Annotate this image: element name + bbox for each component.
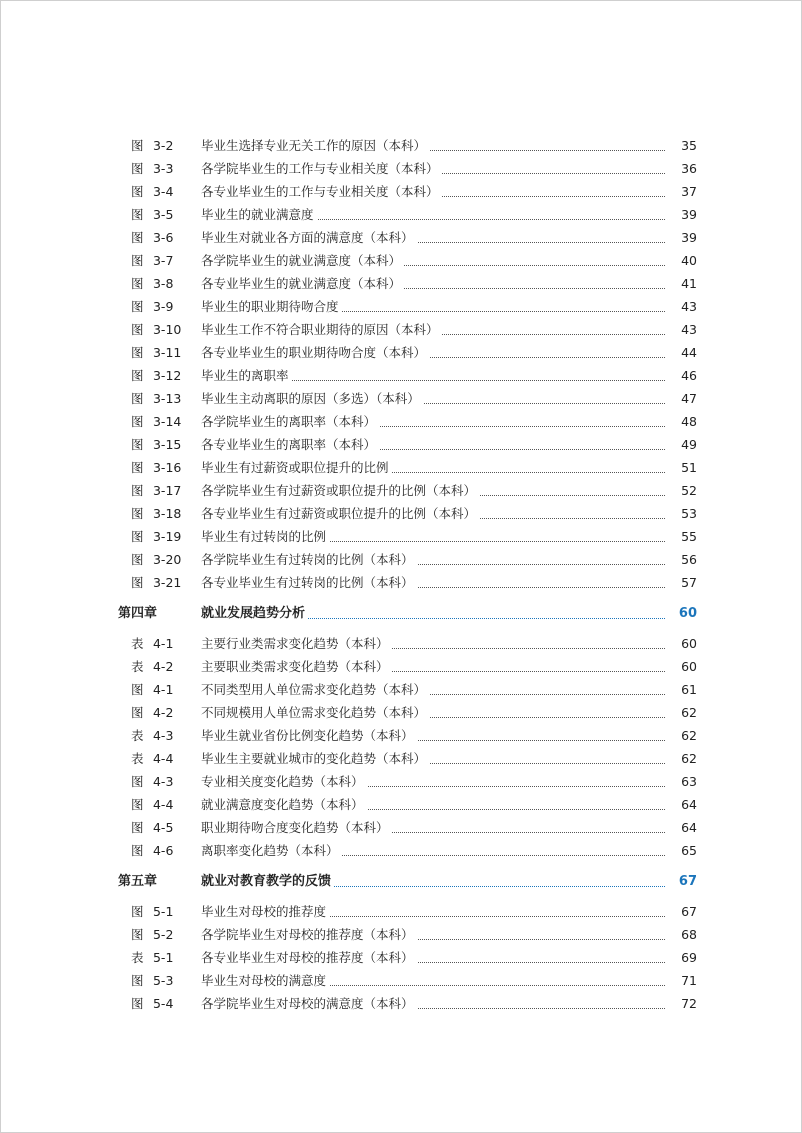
entry-number: 3-13 — [152, 391, 182, 406]
entry-kind: 图 — [131, 820, 144, 835]
entry-label — [131, 947, 195, 969]
toc-entry-row[interactable] — [1, 993, 801, 1015]
entry-kind: 图 — [131, 483, 144, 498]
entry-label — [131, 204, 195, 226]
entry-kind: 图 — [131, 138, 144, 153]
toc-entry-row[interactable] — [1, 924, 801, 946]
entry-label — [131, 924, 195, 946]
entry-kind: 图 — [131, 299, 144, 314]
entry-label — [131, 135, 195, 157]
entry-title: 各学院毕业生对母校的满意度（本科） — [201, 993, 417, 1015]
page-number: 62 — [665, 702, 697, 724]
entry-title: 毕业生主动离职的原因（多选）（本科） — [201, 388, 423, 410]
entry-title: 各学院毕业生对母校的推荐度（本科） — [201, 924, 417, 946]
entry-number: 3-18 — [152, 506, 182, 521]
entry-label — [131, 158, 195, 180]
toc-entry-row[interactable] — [1, 135, 801, 157]
page-number: 41 — [665, 273, 697, 295]
toc-entry-row[interactable] — [1, 526, 801, 548]
entry-number: 3-3 — [152, 161, 174, 176]
toc-entry-row[interactable] — [1, 549, 801, 571]
entry-label — [131, 434, 195, 456]
entry-kind: 图 — [131, 437, 144, 452]
entry-kind: 图 — [131, 797, 144, 812]
entry-title: 毕业生对母校的推荐度 — [201, 901, 329, 923]
page-number: 40 — [665, 250, 697, 272]
page-number: 71 — [665, 970, 697, 992]
page-number: 47 — [665, 388, 697, 410]
entry-kind: 图 — [131, 843, 144, 858]
entry-number: 3-20 — [152, 552, 182, 567]
page-number: 52 — [665, 480, 697, 502]
entry-label — [131, 319, 195, 341]
entry-number: 4-1 — [152, 682, 174, 697]
entry-title: 各专业毕业生的工作与专业相关度（本科） — [201, 181, 442, 203]
entry-title: 毕业生的离职率 — [201, 365, 292, 387]
toc-entry-row[interactable] — [1, 656, 801, 678]
entry-number: 4-4 — [152, 751, 174, 766]
page-number: 63 — [665, 771, 697, 793]
entry-kind: 图 — [131, 506, 144, 521]
entry-label — [131, 725, 195, 747]
page-number: 37 — [665, 181, 697, 203]
toc-entry-row[interactable] — [1, 319, 801, 341]
entry-title: 主要行业类需求变化趋势（本科） — [201, 633, 392, 655]
page-number: 56 — [665, 549, 697, 571]
entry-title: 毕业生就业省份比例变化趋势（本科） — [201, 725, 417, 747]
toc-entry-row[interactable] — [1, 273, 801, 295]
page-number: 53 — [665, 503, 697, 525]
toc-entry-row[interactable] — [1, 633, 801, 655]
entry-kind: 图 — [131, 529, 144, 544]
page-number: 36 — [665, 158, 697, 180]
page-number: 57 — [665, 572, 697, 594]
entry-label — [131, 748, 195, 770]
entry-title: 就业满意度变化趋势（本科） — [201, 794, 367, 816]
toc-entry-row[interactable] — [1, 342, 801, 364]
entry-kind: 表 — [131, 751, 144, 766]
page-number: 60 — [665, 656, 697, 678]
entry-label — [131, 181, 195, 203]
entry-title: 专业相关度变化趋势（本科） — [201, 771, 367, 793]
entry-title: 毕业生有过转岗的比例 — [201, 526, 329, 548]
toc-entry-row[interactable] — [1, 480, 801, 502]
entry-number: 3-12 — [152, 368, 182, 383]
entry-kind: 表 — [131, 950, 144, 965]
entry-number: 4-2 — [152, 705, 174, 720]
entry-number: 3-9 — [152, 299, 174, 314]
entry-kind: 图 — [131, 230, 144, 245]
entry-title: 毕业生有过薪资或职位提升的比例 — [201, 457, 392, 479]
entry-kind: 图 — [131, 774, 144, 789]
entry-kind: 图 — [131, 161, 144, 176]
entry-label — [131, 817, 195, 839]
entry-title: 各学院毕业生有过薪资或职位提升的比例（本科） — [201, 480, 479, 502]
entry-number: 3-16 — [152, 460, 182, 475]
page-number: 48 — [665, 411, 697, 433]
page-number: 72 — [665, 993, 697, 1015]
page-number: 68 — [665, 924, 697, 946]
entry-kind: 图 — [131, 575, 144, 590]
toc-entry-row[interactable] — [1, 503, 801, 525]
entry-number: 3-15 — [152, 437, 182, 452]
entry-title: 职业期待吻合度变化趋势（本科） — [201, 817, 392, 839]
toc-entry-row[interactable] — [1, 457, 801, 479]
page-number: 64 — [665, 794, 697, 816]
toc-entry-row[interactable] — [1, 365, 801, 387]
page-number: 60 — [665, 633, 697, 655]
entry-number: 4-4 — [152, 797, 174, 812]
page-number: 60 — [665, 603, 697, 625]
entry-title: 不同类型用人单位需求变化趋势（本科） — [201, 679, 429, 701]
entry-label — [131, 840, 195, 862]
chapter-title: 就业对教育教学的反馈 — [201, 871, 334, 893]
page-number: 64 — [665, 817, 697, 839]
entry-number: 5-1 — [152, 904, 174, 919]
entry-number: 3-21 — [152, 575, 182, 590]
entry-title: 毕业生选择专业无关工作的原因（本科） — [201, 135, 429, 157]
entry-title: 主要职业类需求变化趋势（本科） — [201, 656, 392, 678]
entry-number: 5-1 — [152, 950, 174, 965]
entry-label — [131, 296, 195, 318]
toc-entry-row[interactable] — [1, 296, 801, 318]
entry-number: 5-4 — [152, 996, 174, 1011]
entry-number: 3-11 — [152, 345, 182, 360]
entry-label — [131, 679, 195, 701]
page-number: 43 — [665, 319, 697, 341]
toc-entry-row[interactable] — [1, 158, 801, 180]
toc-entry-row[interactable] — [1, 725, 801, 747]
entry-label — [131, 273, 195, 295]
entry-label — [131, 457, 195, 479]
entry-number: 5-2 — [152, 927, 174, 942]
entry-kind: 图 — [131, 682, 144, 697]
entry-title: 离职率变化趋势（本科） — [201, 840, 342, 862]
entry-title: 各学院毕业生有过转岗的比例（本科） — [201, 549, 417, 571]
entry-number: 5-3 — [152, 973, 174, 988]
entry-kind: 图 — [131, 253, 144, 268]
page-number: 61 — [665, 679, 697, 701]
page-number: 51 — [665, 457, 697, 479]
toc-entry-row[interactable] — [1, 947, 801, 969]
entry-title: 各学院毕业生的工作与专业相关度（本科） — [201, 158, 442, 180]
entry-title: 各专业毕业生有过转岗的比例（本科） — [201, 572, 417, 594]
toc-entry-row[interactable] — [1, 748, 801, 770]
toc-entry-row[interactable] — [1, 702, 801, 724]
entry-label — [131, 901, 195, 923]
page-number: 39 — [665, 204, 697, 226]
entry-title: 毕业生对母校的满意度 — [201, 970, 329, 992]
entry-label — [131, 250, 195, 272]
entry-title: 毕业生主要就业城市的变化趋势（本科） — [201, 748, 429, 770]
page-number: 44 — [665, 342, 697, 364]
entry-number: 4-3 — [152, 774, 174, 789]
toc-chapter-row[interactable] — [1, 871, 801, 893]
entry-label — [131, 365, 195, 387]
entry-number: 4-3 — [152, 728, 174, 743]
page-number: 39 — [665, 227, 697, 249]
toc-entry-row[interactable] — [1, 901, 801, 923]
entry-number: 3-7 — [152, 253, 174, 268]
page-number: 67 — [665, 901, 697, 923]
entry-kind: 表 — [131, 659, 144, 674]
entry-kind: 图 — [131, 322, 144, 337]
page-number: 69 — [665, 947, 697, 969]
toc-entry-row[interactable] — [1, 572, 801, 594]
entry-number: 3-17 — [152, 483, 182, 498]
entry-kind: 图 — [131, 904, 144, 919]
entry-label — [131, 411, 195, 433]
entry-kind: 图 — [131, 391, 144, 406]
entry-label — [131, 549, 195, 571]
page-number: 43 — [665, 296, 697, 318]
entry-label — [131, 993, 195, 1015]
toc-entry-row[interactable] — [1, 970, 801, 992]
entry-number: 4-1 — [152, 636, 174, 651]
entry-number: 4-5 — [152, 820, 174, 835]
entry-kind: 图 — [131, 705, 144, 720]
entry-number: 3-8 — [152, 276, 174, 291]
entry-number: 4-6 — [152, 843, 174, 858]
entry-kind: 图 — [131, 368, 144, 383]
entry-title: 不同规模用人单位需求变化趋势（本科） — [201, 702, 429, 724]
page-number: 49 — [665, 434, 697, 456]
entry-title: 各专业毕业生有过薪资或职位提升的比例（本科） — [201, 503, 479, 525]
entry-kind: 图 — [131, 345, 144, 360]
chapter-title: 就业发展趋势分析 — [201, 603, 308, 625]
entry-number: 3-6 — [152, 230, 174, 245]
entry-title: 毕业生对就业各方面的满意度（本科） — [201, 227, 417, 249]
entry-kind: 图 — [131, 927, 144, 942]
entry-label — [131, 702, 195, 724]
entry-kind: 图 — [131, 973, 144, 988]
entry-title: 各专业毕业生的离职率（本科） — [201, 434, 379, 456]
entry-number: 3-5 — [152, 207, 174, 222]
entry-title: 毕业生的就业满意度 — [201, 204, 317, 226]
entry-label — [131, 227, 195, 249]
toc-entry-row[interactable] — [1, 840, 801, 862]
page-number: 62 — [665, 725, 697, 747]
entry-number: 4-2 — [152, 659, 174, 674]
entry-kind: 表 — [131, 636, 144, 651]
entry-kind: 图 — [131, 460, 144, 475]
chapter-label: 第五章 — [118, 874, 158, 889]
entry-label — [131, 656, 195, 678]
entry-title: 毕业生工作不符合职业期待的原因（本科） — [201, 319, 442, 341]
toc-entry-row[interactable] — [1, 771, 801, 793]
entry-kind: 图 — [131, 552, 144, 567]
toc-entry-row[interactable] — [1, 434, 801, 456]
entry-label — [131, 342, 195, 364]
entry-title: 各专业毕业生的职业期待吻合度（本科） — [201, 342, 429, 364]
toc-entry-row[interactable] — [1, 204, 801, 226]
entry-title: 各学院毕业生的离职率（本科） — [201, 411, 379, 433]
entry-number: 3-14 — [152, 414, 182, 429]
entry-label — [131, 771, 195, 793]
toc-chapter-row[interactable] — [1, 603, 801, 625]
page-number: 65 — [665, 840, 697, 862]
entry-label — [131, 970, 195, 992]
entry-kind: 表 — [131, 728, 144, 743]
page-number: 55 — [665, 526, 697, 548]
entry-label — [131, 794, 195, 816]
toc-entry-row[interactable] — [1, 227, 801, 249]
page-number: 62 — [665, 748, 697, 770]
entry-label — [131, 503, 195, 525]
entry-kind: 图 — [131, 996, 144, 1011]
toc-entry-row[interactable] — [1, 817, 801, 839]
page-number: 35 — [665, 135, 697, 157]
entry-number: 3-19 — [152, 529, 182, 544]
entry-label — [131, 526, 195, 548]
toc-entry-row[interactable] — [1, 411, 801, 433]
entry-title: 各专业毕业生对母校的推荐度（本科） — [201, 947, 417, 969]
toc-entry-row[interactable] — [1, 250, 801, 272]
chapter-label: 第四章 — [118, 606, 158, 621]
entry-title: 毕业生的职业期待吻合度 — [201, 296, 342, 318]
entry-kind: 图 — [131, 184, 144, 199]
toc-entry-row[interactable] — [1, 181, 801, 203]
entry-kind: 图 — [131, 276, 144, 291]
entry-label — [131, 388, 195, 410]
entry-label — [131, 480, 195, 502]
toc-entry-row[interactable] — [1, 794, 801, 816]
entry-label — [131, 572, 195, 594]
entry-number: 3-2 — [152, 138, 174, 153]
entry-title: 各专业毕业生的就业满意度（本科） — [201, 273, 404, 295]
entry-kind: 图 — [131, 414, 144, 429]
entry-label — [131, 633, 195, 655]
entry-number: 3-4 — [152, 184, 174, 199]
entry-kind: 图 — [131, 207, 144, 222]
page-number: 46 — [665, 365, 697, 387]
page-number: 67 — [665, 871, 697, 893]
toc-entry-row[interactable] — [1, 388, 801, 410]
entry-number: 3-10 — [152, 322, 182, 337]
entry-title: 各学院毕业生的就业满意度（本科） — [201, 250, 404, 272]
toc-entry-row[interactable] — [1, 679, 801, 701]
